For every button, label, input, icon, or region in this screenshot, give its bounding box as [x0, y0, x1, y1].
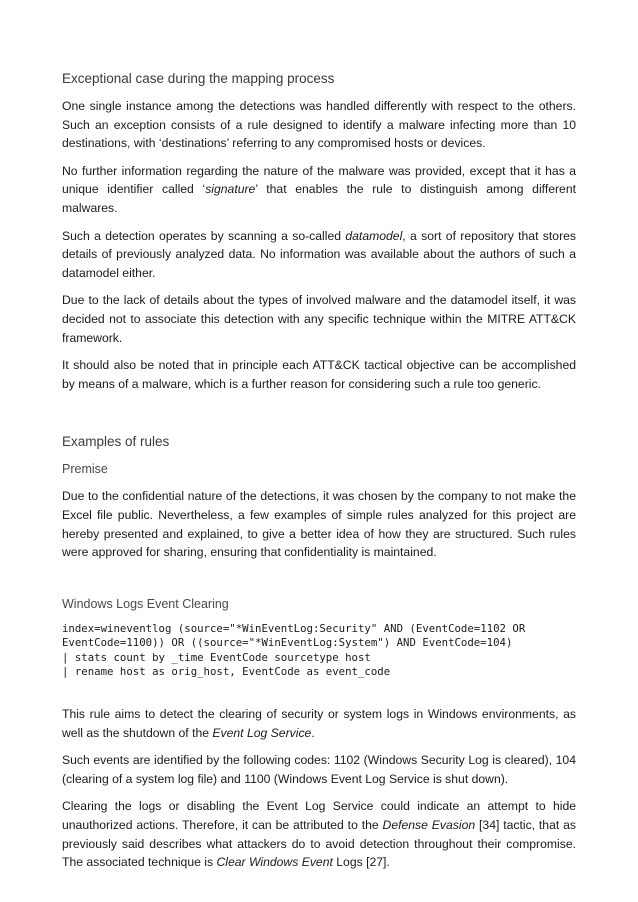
paragraph — [62, 162, 576, 218]
text-run: Such a detection operates by scanning a so-called — [62, 228, 346, 243]
document-page — [62, 70, 576, 881]
paragraph — [62, 227, 576, 283]
emphasis-datamodel: datamodel — [345, 228, 403, 243]
spacer — [62, 571, 576, 595]
subheading-windows-logs: Windows Logs Event Clearing — [62, 596, 229, 611]
paragraph — [62, 797, 576, 871]
code-line: | rename host as orig_host, EventCode as event_code — [62, 665, 391, 679]
text-run: ’ that enables the rule to distinguish among different malwares. — [62, 182, 576, 215]
text-run: No further information regarding the nature of the malware was provided, except that it has a unique identifier called ‘ — [62, 163, 576, 197]
spacer — [62, 689, 576, 705]
text-run: [34] tactic, that as previously said describes what attackers do to avoid detection throughout their compromise. The associated technique is — [62, 818, 576, 870]
code-line: index=wineventlog (source="*WinEventLog:Security" AND (EventCode=1102 OR — [62, 621, 526, 635]
paragraph: It should also be noted that in principle each ATT&CK tactical objective can be accomplished by means of a malware, which is a further reason for considering such a rule too generic. — [62, 358, 576, 391]
text-run: Logs [27]. — [332, 855, 390, 870]
text-run: . — [311, 725, 315, 740]
emphasis-signature: signature — [205, 182, 256, 197]
code-line: | stats count by _time EventCode sourcetype host — [62, 650, 371, 664]
spacer — [62, 402, 576, 433]
code-line: EventCode=1100)) OR ((source="*WinEventLog:System") AND EventCode=104) — [62, 636, 513, 650]
emphasis-clear-windows-event: Clear Windows Event — [216, 855, 333, 870]
text-run: , a sort of repository that stores details of previously analyzed data. No information was available about the authors of such a datamodel either. — [62, 228, 576, 280]
paragraph: Due to the confidential nature of the detections, it was chosen by the company to not make the Excel file public. Nevertheless, a few examples of simple rules analyzed for this project are hereby presented and explained, to give a better idea of how they are structured. Such rules were approved for sharing, ensuring that confidentiality is maintained. — [62, 489, 576, 560]
section-heading-exceptional-case: Exceptional case during the mapping process — [62, 71, 335, 86]
code-block — [62, 622, 576, 680]
emphasis-event-log-service: Event Log Service — [212, 725, 312, 740]
subheading-premise: Premise — [62, 462, 108, 477]
paragraph: Due to the lack of details about the types of involved malware and the datamodel itself, it was decided not to associate this detection with any specific technique within the MITRE ATT&CK framework. — [62, 293, 576, 345]
text-run: This rule aims to detect the clearing of security or system logs in Windows environments, as well as the shutdown of the — [62, 707, 576, 740]
paragraph — [62, 705, 576, 742]
section-heading-examples: Examples of rules — [62, 434, 170, 450]
paragraph: Such events are identified by the following codes: 1102 (Windows Security Log is cleared), 104 (clearing of a system log file) and 1100 (Windows Event Log Service is shut down). — [62, 753, 576, 786]
paragraph: One single instance among the detections was handled differently with respect to the others. Such an exception consists of a rule designed to identify a malware infecting more than 10 destinations, with ‘destinations’ referring to any compromised hosts or devices. — [62, 99, 576, 151]
emphasis-defense-evasion: Defense Evasion — [382, 818, 476, 833]
text-run: Clearing the logs or disabling the Event Log Service could indicate an attempt to hide unauthorized actions. Therefore, it can be attributed to the — [62, 799, 576, 833]
